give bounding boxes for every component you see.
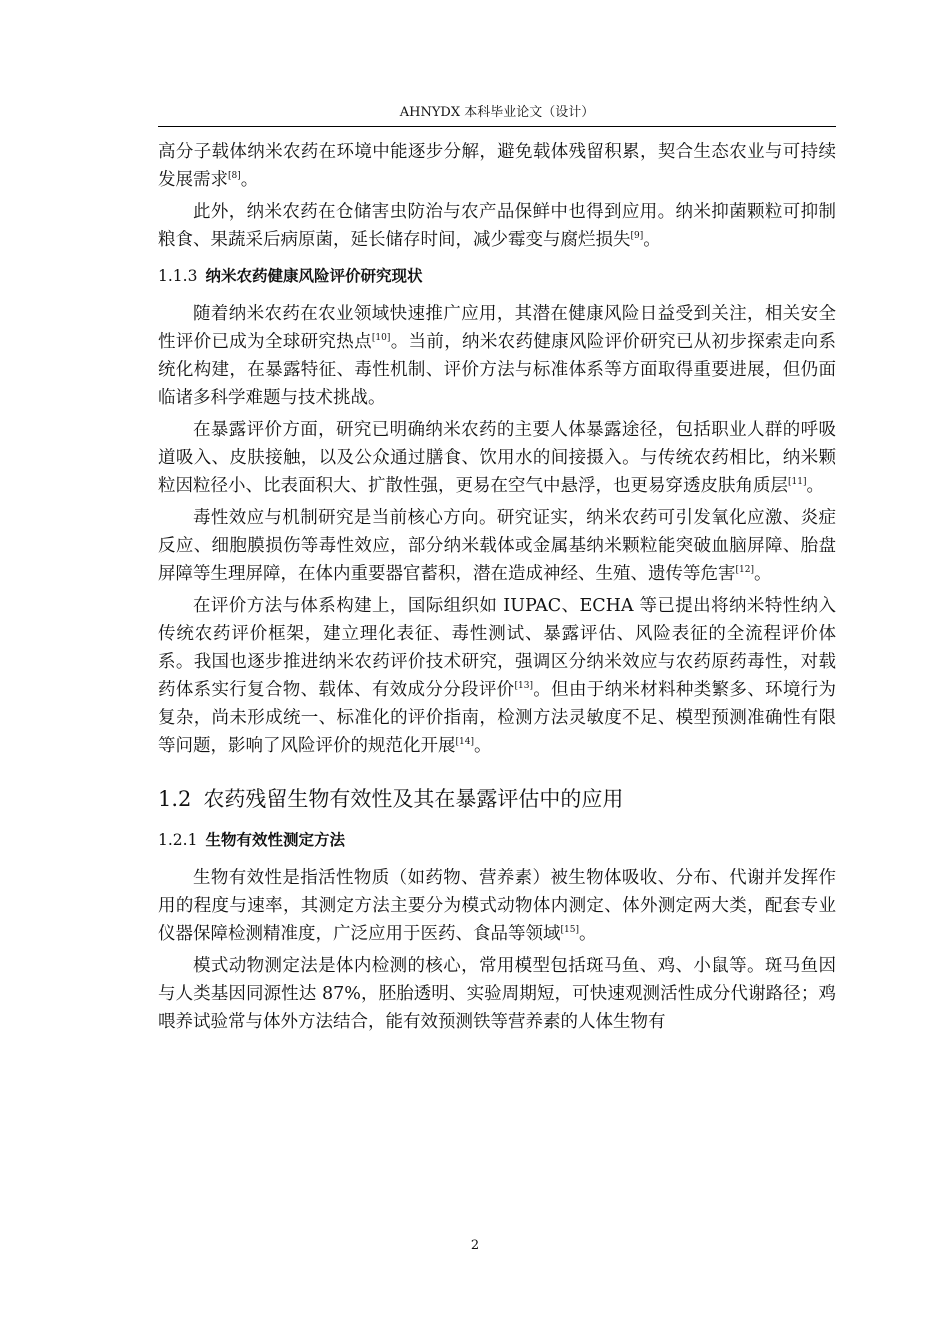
paragraph-text: 。但由于纳米材料种类繁多、环境行为复杂，尚未形成统一、标准化的评价指南，检测方法灵敏度不足、模型预测准确性有限等问题，影响了风险评价的规范化开展 xyxy=(158,680,837,756)
running-header: AHNYDX 本科毕业论文（设计） xyxy=(158,104,836,127)
paragraph xyxy=(158,300,836,412)
paragraph-text: 此外，纳米农药在仓储害虫防治与农产品保鲜中也得到应用。纳米抑菌颗粒可抑制粮食、果蔬采后病原菌，延长储存时间，减少霉变与腐烂损失 xyxy=(158,202,836,250)
paragraph-text: 。 xyxy=(473,736,492,756)
citation-ref: [14] xyxy=(455,737,474,748)
paragraph xyxy=(158,198,836,254)
heading-number: 1.1.3 xyxy=(158,267,198,285)
citation-ref: [10] xyxy=(371,333,391,344)
paragraph-text: 毒性效应与机制研究是当前核心方向。研究证实，纳米农药可引发氧化应激、炎症反应、细胞膜损伤等毒性效应，部分纳米载体或金属基纳米颗粒能突破血脑屏障、胎盘屏障等生理屏障，在体内重要器官蓄积，潜在造成神经、生殖、遗传等危害 xyxy=(158,508,836,584)
heading-number: 1.2 xyxy=(158,787,192,811)
section-heading xyxy=(158,784,836,814)
paragraph-text: 。 xyxy=(806,476,824,496)
paragraph xyxy=(158,138,836,194)
citation-ref: [15] xyxy=(560,925,579,936)
paragraph-text: 在评价方法与体系构建上，国际组织如 IUPAC、ECHA 等已提出将纳米特性纳入传统农药评价框架，建立理化表征、毒性测试、暴露评估、风险表征的全流程评价体系。我国也逐步推进纳米农药评价技术研究，强调区分纳米效应与农药原药毒性，对载药体系实行复合物、载体、有效成分分段评价 xyxy=(158,596,836,700)
citation-ref: [12] xyxy=(735,565,754,576)
paragraph-text: 。 xyxy=(643,230,661,250)
paragraph xyxy=(158,864,836,948)
citation-ref: [13] xyxy=(514,681,533,692)
subsection-heading xyxy=(158,264,836,288)
heading-title: 纳米农药健康风险评价研究现状 xyxy=(205,266,423,285)
paragraph-text: 模式动物测定法是体内检测的核心，常用模型包括斑马鱼、鸡、小鼠等。斑马鱼因与人类基因同源性达 87%，胚胎透明、实验周期短，可快速观测活性成分代谢路径；鸡喂养试验常与体外方法结合，能有效预测铁等营养素的人体生物有 xyxy=(158,956,836,1032)
paragraph xyxy=(158,416,836,500)
heading-title: 生物有效性测定方法 xyxy=(205,830,345,849)
paragraph-text: 。当前，纳米农药健康风险评价研究已从初步探索走向系统化构建，在暴露特征、毒性机制、评价方法与标准体系等方面取得重要进展，但仍面临诸多科学难题与技术挑战。 xyxy=(158,332,837,408)
subsection-heading xyxy=(158,828,836,852)
paragraph-text: 在暴露评价方面，研究已明确纳米农药的主要人体暴露途径，包括职业人群的呼吸道吸入、皮肤接触，以及公众通过膳食、饮用水的间接摄入。与传统农药相比，纳米颗粒因粒径小、比表面积大、扩散性强，更易在空气中悬浮，也更易穿透皮肤角质层 xyxy=(158,420,836,496)
paragraph-text: 。 xyxy=(753,564,772,584)
page-number: 2 xyxy=(470,1238,480,1253)
paragraph xyxy=(158,504,836,588)
citation-ref: [9] xyxy=(630,231,644,242)
paragraph-text: 随着纳米农药在农业领域快速推广应用，其潜在健康风险日益受到关注，相关安全性评价已成为全球研究热点 xyxy=(158,304,836,352)
citation-ref: [11] xyxy=(788,477,807,488)
document-body xyxy=(158,138,836,1040)
citation-ref: [8] xyxy=(228,171,241,182)
paragraph xyxy=(158,952,836,1036)
paragraph-text: 生物有效性是指活性物质（如药物、营养素）被生物体吸收、分布、代谢并发挥作用的程度与速率，其测定方法主要分为模式动物体内测定、体外测定两大类，配套专业仪器保障检测精准度，广泛应用于医药、食品等领域 xyxy=(158,868,836,944)
paragraph-text: 。 xyxy=(578,924,597,944)
heading-title: 农药残留生物有效性及其在暴露评估中的应用 xyxy=(203,787,624,811)
paragraph-text: 。 xyxy=(240,170,259,190)
paragraph xyxy=(158,592,836,760)
heading-number: 1.2.1 xyxy=(158,831,198,849)
paragraph-text: 高分子载体纳米农药在环境中能逐步分解，避免载体残留积累，契合生态农业与可持续发展需求 xyxy=(158,142,836,190)
